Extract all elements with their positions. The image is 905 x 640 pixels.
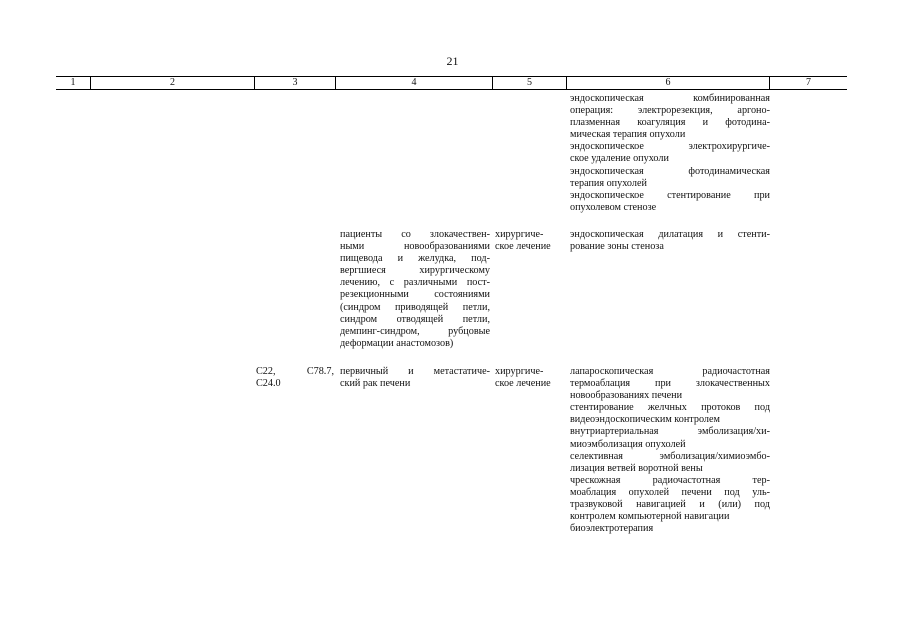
text-line: видеоэндоскопическим контролем [570,414,720,426]
text-line: биоэлектротерапия [570,523,654,535]
page-number: 21 [446,54,459,68]
text-line: лечению, с различными пост- [340,277,490,289]
text-line: (синдром приводящей петли, [340,301,490,313]
text-line: чрескожная радиочастотная тер- [570,474,770,486]
text-line: ское удаление опухоли [570,153,669,165]
text-line: мическая терапия опухоли [570,129,686,141]
text-line: ными новообразованиями [340,241,490,253]
text-line: пищевода и желудка, под- [340,253,490,265]
text-line: рование зоны стеноза [570,241,664,253]
text-line: демпинг-синдром, рубцовые [340,325,490,337]
column-number-1: 1 [56,77,91,89]
text-line: ское лечение [495,241,551,253]
column-number-3: 3 [255,77,336,89]
text-line: эндоскопическая фотодинамическая [570,165,770,177]
text-line: хирургиче- [495,229,544,240]
text-line: опухолевом стенозе [570,201,657,213]
text-line: эндоскопическая дилатация и стенти- [570,229,770,240]
row-a-methods [570,93,770,214]
text-line: операция: электрорезекция, аргоно- [570,105,770,117]
text-line: лапароскопическая радиочастотная [570,366,770,377]
text-line: моаблация опухолей печени под уль- [570,486,770,498]
text-line: плазменная коагуляция и фотодина- [570,117,770,129]
text-line: синдром отводящей петли, [340,313,490,325]
row-c-treatment [495,366,565,390]
text-line: новообразованиях печени [570,390,683,402]
row-c-codes [256,366,334,390]
row-c-methods [570,366,770,535]
column-number-6: 6 [567,77,770,89]
text-line: контролем компьютерной навигации [570,511,730,523]
table-column-header [56,76,847,90]
column-number-5: 5 [493,77,567,89]
column-number-2: 2 [91,77,255,89]
text-line: резекционными состояниями [340,289,490,301]
text-line: C24.0 [256,378,281,390]
text-line: ское лечение [495,378,551,390]
row-c-patients [340,366,490,390]
text-line: C22, C78.7, [256,366,334,377]
row-b-patients [340,229,490,350]
column-number-4: 4 [336,77,493,89]
text-line: вергшиеся хирургическому [340,265,490,277]
text-line: эндоскопическое стентирование при [570,189,770,201]
text-line: лизация ветвей воротной вены [570,462,703,474]
text-line: терапия опухолей [570,177,647,189]
row-b-treatment [495,229,565,253]
text-line: пациенты со злокачествен- [340,229,490,240]
text-line: эндоскопическая комбинированная [570,93,770,104]
text-line: тразвуковой навигацией и (или) под [570,499,770,511]
text-line: внутриартериальная эмболизация/хи- [570,426,770,438]
row-b-methods [570,229,770,253]
text-line: ский рак печени [340,378,411,390]
column-number-7: 7 [806,77,811,88]
text-line: хирургиче- [495,366,544,377]
text-line: стентирование желчных протоков под [570,402,770,414]
text-line: первичный и метастатиче- [340,366,490,377]
text-line: термоаблация при злокачественных [570,378,770,390]
text-line: селективная эмболизация/химиоэмбо- [570,450,770,462]
text-line: эндоскопическое электрохирургиче- [570,141,770,153]
text-line: миоэмболизация опухолей [570,438,686,450]
text-line: деформации анастомозов) [340,337,454,349]
